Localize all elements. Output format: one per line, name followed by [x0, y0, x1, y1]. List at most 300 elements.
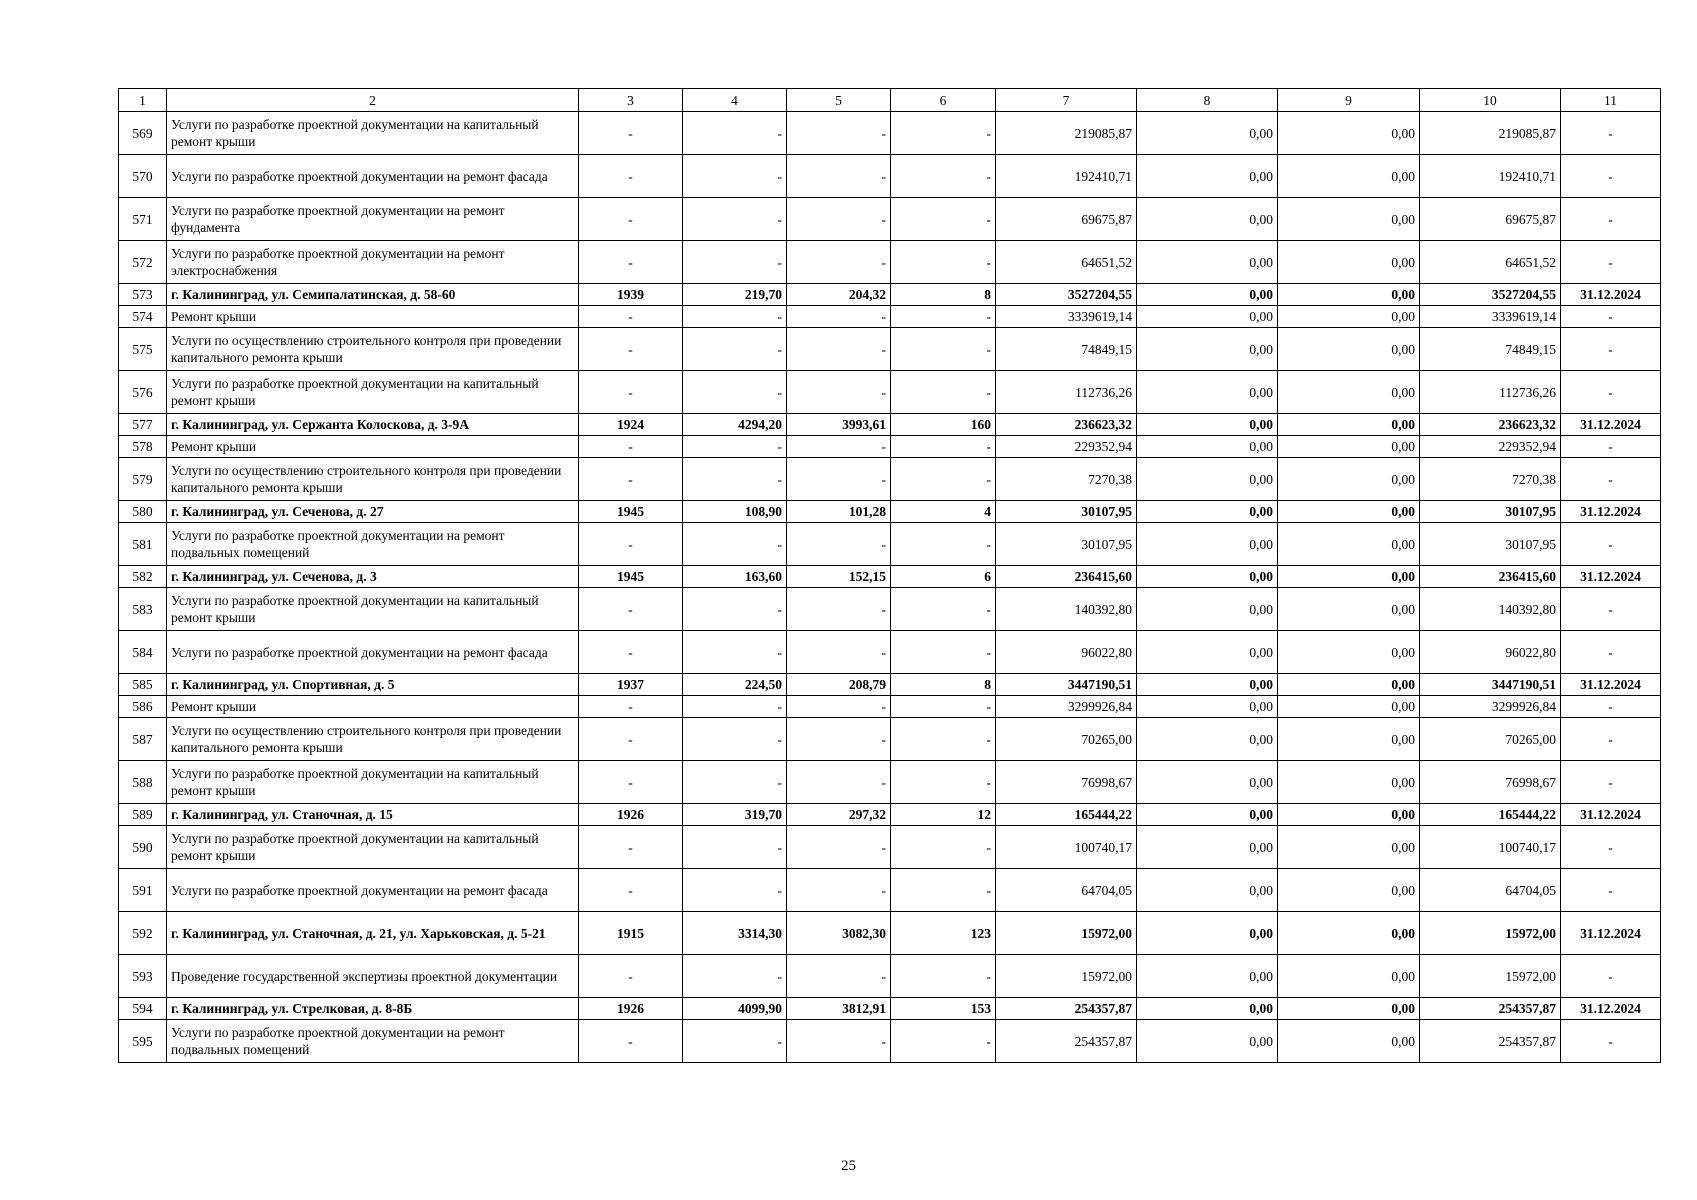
table-row [119, 1020, 1661, 1063]
build-year-cell: - [579, 761, 683, 804]
cost-fund-cell: 0,00 [1137, 112, 1278, 155]
cost-other-cell: 0,00 [1278, 588, 1420, 631]
header-cell-5: 5 [787, 89, 891, 112]
build-year-cell: - [579, 458, 683, 501]
cost-regional-cell: 3447190,51 [1420, 674, 1561, 696]
header-cell-7: 7 [996, 89, 1137, 112]
completion-date-cell: 31.12.2024 [1561, 674, 1661, 696]
cost-other-cell: 0,00 [1278, 414, 1420, 436]
cost-regional-cell: 15972,00 [1420, 912, 1561, 955]
cost-fund-cell: 0,00 [1137, 523, 1278, 566]
item-name-cell: Проведение государственной экспертизы проектной документации [167, 955, 579, 998]
row-number-cell: 589 [119, 804, 167, 826]
build-year-cell: - [579, 631, 683, 674]
build-year-cell: - [579, 241, 683, 284]
completion-date-cell: - [1561, 869, 1661, 912]
table-row [119, 955, 1661, 998]
completion-date-cell: - [1561, 826, 1661, 869]
cost-total-cell: 236623,32 [996, 414, 1137, 436]
build-year-cell: - [579, 523, 683, 566]
cost-fund-cell: 0,00 [1137, 955, 1278, 998]
cost-fund-cell: 0,00 [1137, 696, 1278, 718]
item-name-cell: Услуги по осуществлению строительного контроля при проведении капитального ремонта крыши [167, 328, 579, 371]
cost-regional-cell: 254357,87 [1420, 998, 1561, 1020]
residents-cell: - [891, 826, 996, 869]
residents-cell: - [891, 436, 996, 458]
cost-regional-cell: 112736,26 [1420, 371, 1561, 414]
living-area-cell: - [787, 436, 891, 458]
cost-regional-cell: 165444,22 [1420, 804, 1561, 826]
cost-fund-cell: 0,00 [1137, 631, 1278, 674]
row-number-cell: 585 [119, 674, 167, 696]
cost-other-cell: 0,00 [1278, 804, 1420, 826]
cost-fund-cell: 0,00 [1137, 869, 1278, 912]
table-row [119, 869, 1661, 912]
cost-fund-cell: 0,00 [1137, 718, 1278, 761]
completion-date-cell: 31.12.2024 [1561, 804, 1661, 826]
living-area-cell: - [787, 198, 891, 241]
item-name-cell: Услуги по разработке проектной документации на ремонт подвальных помещений [167, 523, 579, 566]
total-area-cell: - [683, 696, 787, 718]
cost-regional-cell: 3299926,84 [1420, 696, 1561, 718]
completion-date-cell: - [1561, 241, 1661, 284]
completion-date-cell: - [1561, 306, 1661, 328]
cost-fund-cell: 0,00 [1137, 566, 1278, 588]
cost-other-cell: 0,00 [1278, 371, 1420, 414]
cost-total-cell: 30107,95 [996, 523, 1137, 566]
row-number-cell: 570 [119, 155, 167, 198]
total-area-cell: - [683, 436, 787, 458]
table-row [119, 523, 1661, 566]
living-area-cell: - [787, 761, 891, 804]
item-name-cell: Ремонт крыши [167, 696, 579, 718]
build-year-cell: 1945 [579, 566, 683, 588]
residents-cell: - [891, 328, 996, 371]
row-number-cell: 588 [119, 761, 167, 804]
total-area-cell: 163,60 [683, 566, 787, 588]
total-area-cell: 108,90 [683, 501, 787, 523]
completion-date-cell: - [1561, 328, 1661, 371]
completion-date-cell: - [1561, 631, 1661, 674]
completion-date-cell: 31.12.2024 [1561, 566, 1661, 588]
cost-regional-cell: 76998,67 [1420, 761, 1561, 804]
build-year-cell: 1926 [579, 998, 683, 1020]
row-number-cell: 579 [119, 458, 167, 501]
residents-cell: - [891, 241, 996, 284]
cost-regional-cell: 140392,80 [1420, 588, 1561, 631]
cost-regional-cell: 236623,32 [1420, 414, 1561, 436]
row-number-cell: 577 [119, 414, 167, 436]
build-year-cell: - [579, 1020, 683, 1063]
residents-cell: - [891, 631, 996, 674]
cost-total-cell: 3527204,55 [996, 284, 1137, 306]
cost-other-cell: 0,00 [1278, 198, 1420, 241]
table-row [119, 112, 1661, 155]
completion-date-cell: - [1561, 523, 1661, 566]
total-area-cell: 4294,20 [683, 414, 787, 436]
cost-other-cell: 0,00 [1278, 436, 1420, 458]
living-area-cell: - [787, 328, 891, 371]
build-year-cell: - [579, 869, 683, 912]
cost-total-cell: 3299926,84 [996, 696, 1137, 718]
cost-regional-cell: 229352,94 [1420, 436, 1561, 458]
completion-date-cell: - [1561, 718, 1661, 761]
cost-regional-cell: 219085,87 [1420, 112, 1561, 155]
residents-cell: 153 [891, 998, 996, 1020]
residents-cell: - [891, 306, 996, 328]
cost-regional-cell: 30107,95 [1420, 501, 1561, 523]
residents-cell: - [891, 718, 996, 761]
item-name-cell: г. Калининград, ул. Сеченова, д. 27 [167, 501, 579, 523]
total-area-cell: - [683, 588, 787, 631]
cost-fund-cell: 0,00 [1137, 912, 1278, 955]
completion-date-cell: - [1561, 436, 1661, 458]
item-name-cell: Услуги по разработке проектной документации на капитальный ремонт крыши [167, 826, 579, 869]
total-area-cell: - [683, 869, 787, 912]
residents-cell: 12 [891, 804, 996, 826]
completion-date-cell: 31.12.2024 [1561, 501, 1661, 523]
cost-other-cell: 0,00 [1278, 112, 1420, 155]
cost-other-cell: 0,00 [1278, 306, 1420, 328]
cost-fund-cell: 0,00 [1137, 284, 1278, 306]
completion-date-cell: - [1561, 458, 1661, 501]
total-area-cell: - [683, 631, 787, 674]
cost-other-cell: 0,00 [1278, 998, 1420, 1020]
cost-total-cell: 15972,00 [996, 955, 1137, 998]
residents-cell: - [891, 112, 996, 155]
build-year-cell: 1939 [579, 284, 683, 306]
cost-other-cell: 0,00 [1278, 912, 1420, 955]
cost-fund-cell: 0,00 [1137, 306, 1278, 328]
cost-total-cell: 64651,52 [996, 241, 1137, 284]
total-area-cell: - [683, 155, 787, 198]
cost-regional-cell: 64704,05 [1420, 869, 1561, 912]
cost-total-cell: 70265,00 [996, 718, 1137, 761]
table-row [119, 284, 1661, 306]
cost-regional-cell: 236415,60 [1420, 566, 1561, 588]
living-area-cell: - [787, 306, 891, 328]
total-area-cell: 4099,90 [683, 998, 787, 1020]
item-name-cell: Услуги по разработке проектной документации на ремонт подвальных помещений [167, 1020, 579, 1063]
completion-date-cell: 31.12.2024 [1561, 998, 1661, 1020]
table-row [119, 674, 1661, 696]
cost-total-cell: 229352,94 [996, 436, 1137, 458]
living-area-cell: 3082,30 [787, 912, 891, 955]
table-row [119, 198, 1661, 241]
living-area-cell: - [787, 241, 891, 284]
cost-total-cell: 64704,05 [996, 869, 1137, 912]
row-number-cell: 591 [119, 869, 167, 912]
cost-other-cell: 0,00 [1278, 284, 1420, 306]
cost-fund-cell: 0,00 [1137, 998, 1278, 1020]
cost-regional-cell: 100740,17 [1420, 826, 1561, 869]
living-area-cell: - [787, 696, 891, 718]
completion-date-cell: - [1561, 371, 1661, 414]
table-row [119, 998, 1661, 1020]
living-area-cell: - [787, 155, 891, 198]
table-row [119, 501, 1661, 523]
row-number-cell: 582 [119, 566, 167, 588]
row-number-cell: 584 [119, 631, 167, 674]
cost-other-cell: 0,00 [1278, 869, 1420, 912]
cost-fund-cell: 0,00 [1137, 804, 1278, 826]
header-cell-4: 4 [683, 89, 787, 112]
total-area-cell: 319,70 [683, 804, 787, 826]
build-year-cell: - [579, 112, 683, 155]
cost-total-cell: 192410,71 [996, 155, 1137, 198]
row-number-cell: 573 [119, 284, 167, 306]
cost-other-cell: 0,00 [1278, 674, 1420, 696]
table-row [119, 155, 1661, 198]
item-name-cell: Услуги по разработке проектной документации на капитальный ремонт крыши [167, 112, 579, 155]
cost-total-cell: 7270,38 [996, 458, 1137, 501]
living-area-cell: 152,15 [787, 566, 891, 588]
living-area-cell: - [787, 869, 891, 912]
table-row [119, 458, 1661, 501]
build-year-cell: - [579, 198, 683, 241]
residents-cell: - [891, 523, 996, 566]
cost-total-cell: 254357,87 [996, 998, 1137, 1020]
cost-total-cell: 236415,60 [996, 566, 1137, 588]
table-row [119, 241, 1661, 284]
header-cell-6: 6 [891, 89, 996, 112]
build-year-cell: - [579, 155, 683, 198]
total-area-cell: 219,70 [683, 284, 787, 306]
living-area-cell: 3993,61 [787, 414, 891, 436]
cost-fund-cell: 0,00 [1137, 761, 1278, 804]
row-number-cell: 593 [119, 955, 167, 998]
row-number-cell: 569 [119, 112, 167, 155]
row-number-cell: 574 [119, 306, 167, 328]
build-year-cell: 1915 [579, 912, 683, 955]
item-name-cell: Услуги по осуществлению строительного контроля при проведении капитального ремонта крыши [167, 458, 579, 501]
row-number-cell: 578 [119, 436, 167, 458]
cost-other-cell: 0,00 [1278, 241, 1420, 284]
works-table [118, 88, 1661, 1063]
residents-cell: - [891, 1020, 996, 1063]
table-row [119, 371, 1661, 414]
living-area-cell: - [787, 955, 891, 998]
total-area-cell: - [683, 955, 787, 998]
table-row [119, 804, 1661, 826]
build-year-cell: - [579, 955, 683, 998]
cost-other-cell: 0,00 [1278, 566, 1420, 588]
table-row [119, 436, 1661, 458]
header-cell-1: 1 [119, 89, 167, 112]
item-name-cell: Услуги по осуществлению строительного контроля при проведении капитального ремонта крыши [167, 718, 579, 761]
residents-cell: 8 [891, 674, 996, 696]
cost-fund-cell: 0,00 [1137, 458, 1278, 501]
residents-cell: 123 [891, 912, 996, 955]
cost-fund-cell: 0,00 [1137, 241, 1278, 284]
cost-other-cell: 0,00 [1278, 718, 1420, 761]
build-year-cell: - [579, 436, 683, 458]
header-cell-10: 10 [1420, 89, 1561, 112]
cost-regional-cell: 69675,87 [1420, 198, 1561, 241]
table-row [119, 696, 1661, 718]
cost-other-cell: 0,00 [1278, 501, 1420, 523]
build-year-cell: 1926 [579, 804, 683, 826]
header-cell-11: 11 [1561, 89, 1661, 112]
row-number-cell: 571 [119, 198, 167, 241]
build-year-cell: - [579, 328, 683, 371]
residents-cell: - [891, 955, 996, 998]
cost-fund-cell: 0,00 [1137, 155, 1278, 198]
total-area-cell: 3314,30 [683, 912, 787, 955]
total-area-cell: 224,50 [683, 674, 787, 696]
cost-fund-cell: 0,00 [1137, 588, 1278, 631]
cost-total-cell: 3447190,51 [996, 674, 1137, 696]
build-year-cell: - [579, 718, 683, 761]
residents-cell: - [891, 458, 996, 501]
completion-date-cell: - [1561, 955, 1661, 998]
table-row [119, 718, 1661, 761]
cost-other-cell: 0,00 [1278, 955, 1420, 998]
residents-cell: 8 [891, 284, 996, 306]
total-area-cell: - [683, 523, 787, 566]
row-number-cell: 586 [119, 696, 167, 718]
cost-other-cell: 0,00 [1278, 761, 1420, 804]
residents-cell: 160 [891, 414, 996, 436]
row-number-cell: 576 [119, 371, 167, 414]
cost-total-cell: 76998,67 [996, 761, 1137, 804]
item-name-cell: Ремонт крыши [167, 306, 579, 328]
header-cell-8: 8 [1137, 89, 1278, 112]
living-area-cell: - [787, 826, 891, 869]
cost-fund-cell: 0,00 [1137, 674, 1278, 696]
total-area-cell: - [683, 198, 787, 241]
row-number-cell: 575 [119, 328, 167, 371]
item-name-cell: Ремонт крыши [167, 436, 579, 458]
total-area-cell: - [683, 241, 787, 284]
item-name-cell: Услуги по разработке проектной документации на капитальный ремонт крыши [167, 371, 579, 414]
cost-other-cell: 0,00 [1278, 1020, 1420, 1063]
header-cell-3: 3 [579, 89, 683, 112]
completion-date-cell: - [1561, 155, 1661, 198]
living-area-cell: 208,79 [787, 674, 891, 696]
build-year-cell: - [579, 371, 683, 414]
cost-other-cell: 0,00 [1278, 155, 1420, 198]
cost-other-cell: 0,00 [1278, 826, 1420, 869]
cost-other-cell: 0,00 [1278, 696, 1420, 718]
cost-fund-cell: 0,00 [1137, 501, 1278, 523]
cost-fund-cell: 0,00 [1137, 328, 1278, 371]
item-name-cell: г. Калининград, ул. Сеченова, д. 3 [167, 566, 579, 588]
table-row [119, 328, 1661, 371]
cost-fund-cell: 0,00 [1137, 826, 1278, 869]
cost-fund-cell: 0,00 [1137, 198, 1278, 241]
build-year-cell: 1937 [579, 674, 683, 696]
item-name-cell: Услуги по разработке проектной документации на ремонт фундамента [167, 198, 579, 241]
row-number-cell: 592 [119, 912, 167, 955]
total-area-cell: - [683, 761, 787, 804]
living-area-cell: - [787, 718, 891, 761]
cost-regional-cell: 3527204,55 [1420, 284, 1561, 306]
item-name-cell: Услуги по разработке проектной документации на ремонт фасада [167, 869, 579, 912]
completion-date-cell: 31.12.2024 [1561, 414, 1661, 436]
cost-regional-cell: 3339619,14 [1420, 306, 1561, 328]
item-name-cell: Услуги по разработке проектной документации на ремонт фасада [167, 631, 579, 674]
completion-date-cell: - [1561, 1020, 1661, 1063]
cost-total-cell: 96022,80 [996, 631, 1137, 674]
residents-cell: - [891, 155, 996, 198]
cost-regional-cell: 254357,87 [1420, 1020, 1561, 1063]
living-area-cell: 297,32 [787, 804, 891, 826]
residents-cell: - [891, 371, 996, 414]
cost-total-cell: 3339619,14 [996, 306, 1137, 328]
completion-date-cell: - [1561, 588, 1661, 631]
table-row [119, 826, 1661, 869]
cost-total-cell: 254357,87 [996, 1020, 1137, 1063]
build-year-cell: - [579, 588, 683, 631]
item-name-cell: г. Калининград, ул. Стрелковая, д. 8-8Б [167, 998, 579, 1020]
living-area-cell: - [787, 588, 891, 631]
cost-regional-cell: 7270,38 [1420, 458, 1561, 501]
cost-regional-cell: 74849,15 [1420, 328, 1561, 371]
cost-total-cell: 69675,87 [996, 198, 1137, 241]
item-name-cell: Услуги по разработке проектной документации на ремонт фасада [167, 155, 579, 198]
page-number: 25 [841, 1158, 856, 1174]
total-area-cell: - [683, 371, 787, 414]
cost-fund-cell: 0,00 [1137, 1020, 1278, 1063]
living-area-cell: - [787, 112, 891, 155]
total-area-cell: - [683, 718, 787, 761]
cost-fund-cell: 0,00 [1137, 436, 1278, 458]
living-area-cell: - [787, 523, 891, 566]
header-cell-2: 2 [167, 89, 579, 112]
row-number-cell: 587 [119, 718, 167, 761]
table-row [119, 912, 1661, 955]
living-area-cell: 3812,91 [787, 998, 891, 1020]
table-row [119, 761, 1661, 804]
living-area-cell: 101,28 [787, 501, 891, 523]
cost-fund-cell: 0,00 [1137, 371, 1278, 414]
row-number-cell: 581 [119, 523, 167, 566]
cost-regional-cell: 30107,95 [1420, 523, 1561, 566]
item-name-cell: Услуги по разработке проектной документации на ремонт электроснабжения [167, 241, 579, 284]
completion-date-cell: - [1561, 112, 1661, 155]
total-area-cell: - [683, 458, 787, 501]
completion-date-cell: 31.12.2024 [1561, 284, 1661, 306]
row-number-cell: 583 [119, 588, 167, 631]
residents-cell: - [891, 761, 996, 804]
cost-total-cell: 100740,17 [996, 826, 1137, 869]
cost-other-cell: 0,00 [1278, 458, 1420, 501]
row-number-cell: 595 [119, 1020, 167, 1063]
header-cell-9: 9 [1278, 89, 1420, 112]
table-row [119, 631, 1661, 674]
cost-other-cell: 0,00 [1278, 631, 1420, 674]
build-year-cell: - [579, 696, 683, 718]
build-year-cell: 1945 [579, 501, 683, 523]
cost-regional-cell: 70265,00 [1420, 718, 1561, 761]
cost-regional-cell: 64651,52 [1420, 241, 1561, 284]
table-row [119, 414, 1661, 436]
residents-cell: - [891, 869, 996, 912]
total-area-cell: - [683, 328, 787, 371]
cost-total-cell: 219085,87 [996, 112, 1137, 155]
cost-total-cell: 112736,26 [996, 371, 1137, 414]
cost-regional-cell: 15972,00 [1420, 955, 1561, 998]
total-area-cell: - [683, 112, 787, 155]
cost-total-cell: 140392,80 [996, 588, 1137, 631]
living-area-cell: - [787, 1020, 891, 1063]
header-row [119, 89, 1661, 112]
row-number-cell: 594 [119, 998, 167, 1020]
total-area-cell: - [683, 826, 787, 869]
living-area-cell: - [787, 458, 891, 501]
completion-date-cell: - [1561, 696, 1661, 718]
